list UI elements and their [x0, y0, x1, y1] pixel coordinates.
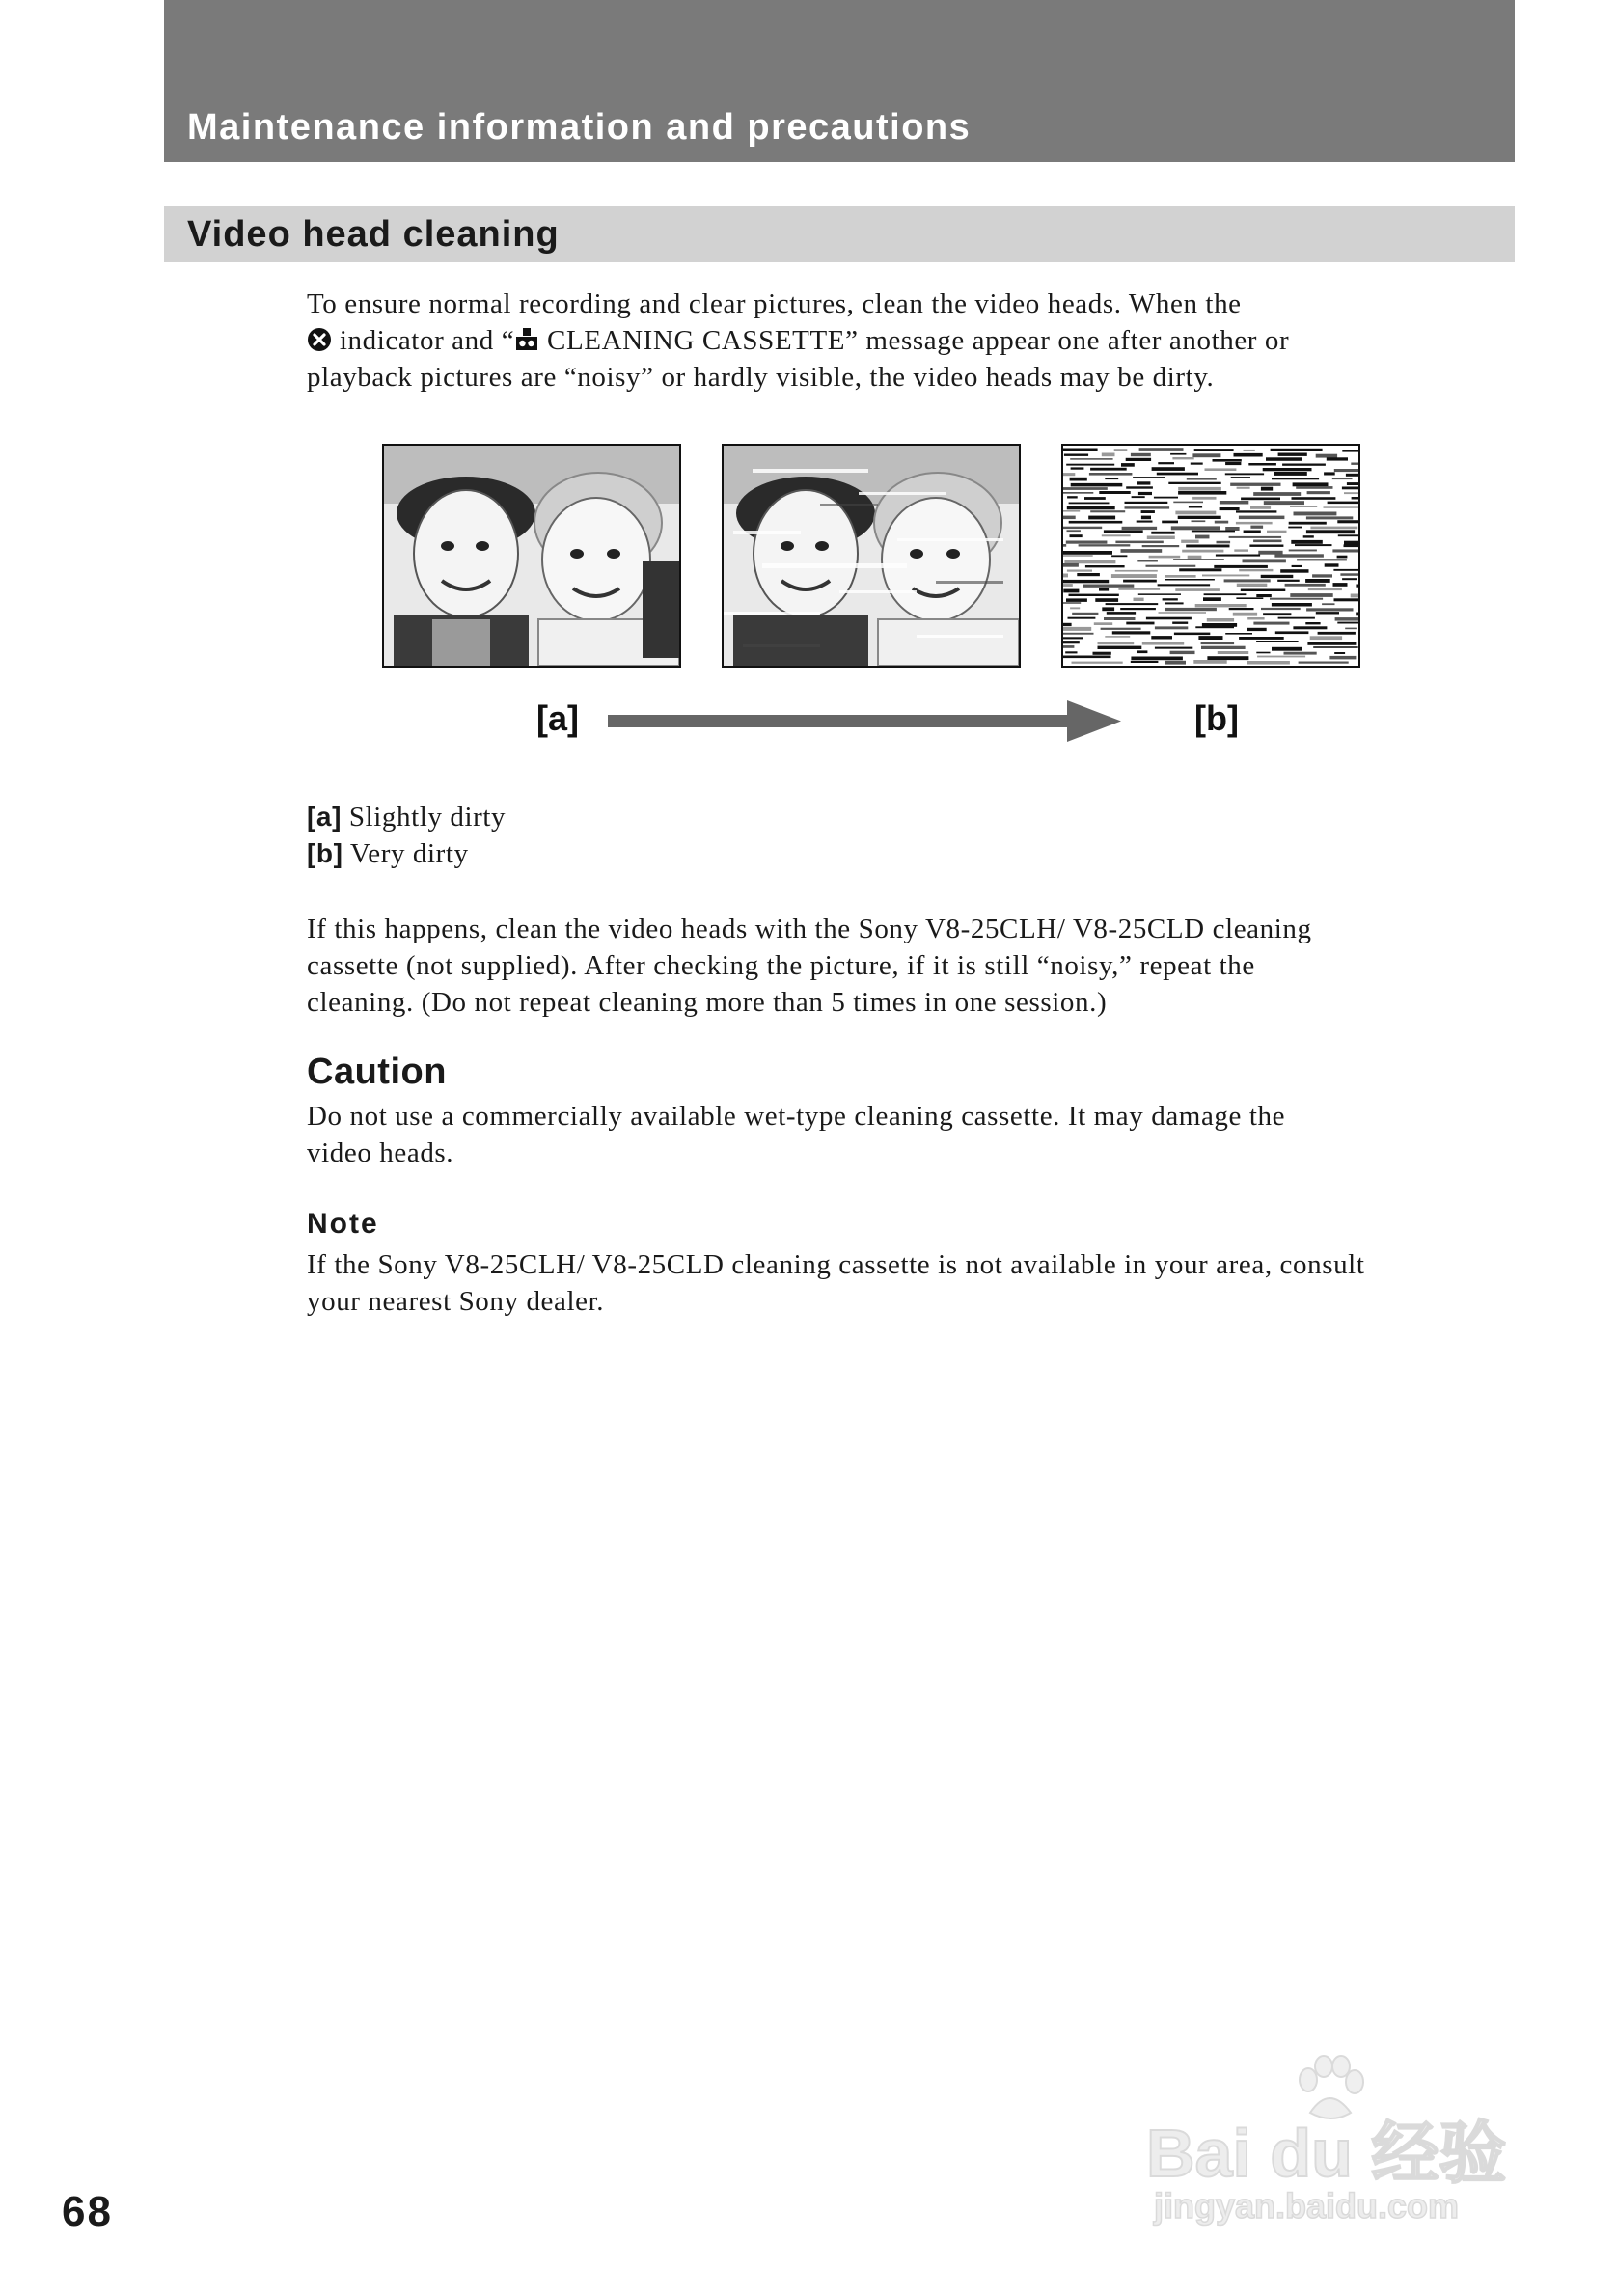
legend-item-a: [307, 799, 1522, 835]
note-text: [307, 1246, 1522, 1320]
caution-heading: Caution: [307, 1052, 447, 1092]
caution-text: [307, 1098, 1522, 1171]
clean-picture-illustration: [382, 444, 681, 668]
legend-item-b: [307, 835, 1522, 872]
legend-text-b: Very dirty: [343, 838, 469, 869]
legend-text-a: Slightly dirty: [342, 802, 507, 833]
legend: [307, 799, 1522, 872]
slightly-dirty-picture-illustration: [722, 444, 1021, 668]
baidu-jingyan-watermark: [1146, 2055, 1532, 2238]
chapter-header-bar: [164, 0, 1515, 162]
section-title: Video head cleaning: [187, 214, 560, 255]
caution-line-1: Do not use a commercially available wet-type cleaning cassette. It may damage the: [307, 1101, 1286, 1132]
page-number: 68: [62, 2188, 113, 2235]
note-line-1: If the Sony V8-25CLH/ V8-25CLD cleaning cassette is not available in your area, consult: [307, 1249, 1365, 1280]
paragraph2-line-1: If this happens, clean the video heads with the Sony V8-25CLH/ V8-25CLD cleaning: [307, 914, 1312, 944]
section-header-bar: [164, 206, 1515, 262]
very-dirty-picture-illustration: [1061, 444, 1360, 668]
watermark-url: jingyan.baidu.com: [1154, 2186, 1460, 2226]
cleaning-cassette-icon: [514, 327, 539, 352]
label-a: [a]: [536, 698, 579, 738]
legend-key-b: [b]: [307, 838, 343, 868]
intro-line-2: [307, 322, 1522, 359]
intro-line-2-part-2: CLEANING CASSETTE” message appear one after another or: [539, 325, 1290, 356]
intro-line-1: To ensure normal recording and clear pictures, clean the video heads. When the: [307, 288, 1242, 319]
intro-line-3: playback pictures are “noisy” or hardly visible, the video heads may be dirty.: [307, 362, 1215, 393]
chapter-title: Maintenance information and precautions: [187, 107, 972, 148]
intro-line-2-part-1: indicator and “: [332, 325, 515, 356]
x-circle-warning-icon: [307, 327, 332, 352]
legend-key-a: [a]: [307, 802, 343, 832]
cleaning-instructions-paragraph: [307, 911, 1522, 1021]
progression-arrow: [604, 697, 1125, 745]
caution-line-2: video heads.: [307, 1137, 454, 1168]
intro-paragraph: [307, 286, 1522, 396]
watermark-brand: Bai du 经验: [1146, 2116, 1507, 2191]
label-b: [b]: [1194, 698, 1239, 738]
note-line-2: your nearest Sony dealer.: [307, 1286, 605, 1317]
note-heading: Note: [307, 1208, 379, 1240]
paragraph2-line-2: cassette (not supplied). After checking the picture, if it is still “noisy,” repeat the: [307, 950, 1255, 981]
paragraph2-line-3: cleaning. (Do not repeat cleaning more than 5 times in one session.): [307, 987, 1108, 1018]
